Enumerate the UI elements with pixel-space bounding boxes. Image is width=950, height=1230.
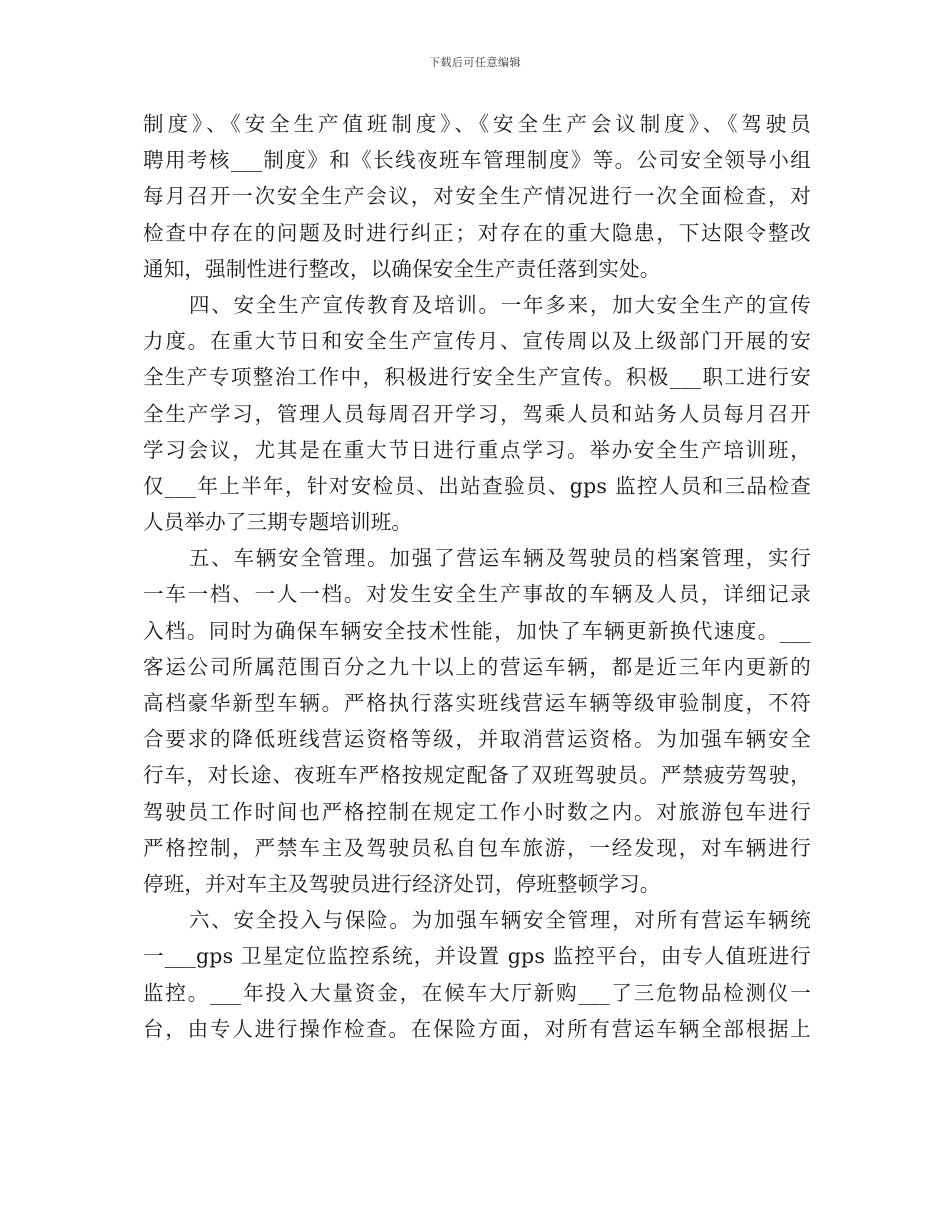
text-line: 行车，对长途、夜班车严格按规定配备了双班驾驶员。严禁疲劳驾驶，	[143, 763, 811, 788]
text-line: 严格控制，严禁车主及驾驶员私自包车旅游，一经发现，对车辆进行	[143, 835, 811, 860]
text-line: 力度。在重大节日和安全生产宣传月、宣传周以及上级部门开展的安	[143, 329, 811, 354]
text-line: 合要求的降低班线营运资格等级，并取消营运资格。为加强车辆安全	[143, 727, 811, 752]
text-line: 全生产专项整治工作中，积极进行安全生产宣传。积极___职工进行安	[143, 365, 811, 390]
text-line: 停班，并对车主及驾驶员进行经济处罚，停班整顿学习。	[143, 871, 661, 896]
text-line: 监控。___年投入大量资金，在候车大厅新购___了三危物品检测仪一	[143, 980, 811, 1005]
text-line: 一___gps 卫星定位监控系统，并设置 gps 监控平台，由专人值班进行	[143, 944, 811, 969]
text-line: 检查中存在的问题及时进行纠正；对存在的重大隐患，下达限令整改	[143, 220, 811, 245]
text-line: 驾驶员工作时间也严格控制在规定工作小时数之内。对旅游包车进行	[143, 799, 811, 824]
text-line: 五、车辆安全管理。加强了营运车辆及驾驶员的档案管理，实行	[189, 546, 811, 571]
text-line: 六、安全投入与保险。为加强车辆安全管理，对所有营运车辆统	[189, 908, 811, 933]
text-line: 学习会议，尤其是在重大节日进行重点学习。举办安全生产培训班，	[143, 437, 811, 462]
text-line: 人员举办了三期专题培训班。	[143, 510, 413, 535]
text-line: 通知，强制性进行整改，以确保安全生产责任落到实处。	[143, 256, 661, 281]
text-line: 全生产学习，管理人员每周召开学习，驾乘人员和站务人员每月召开	[143, 401, 811, 426]
text-line: 仅___年上半年，针对安检员、出站查验员、gps 监控人员和三品检查	[143, 473, 811, 498]
text-line: 高档豪华新型车辆。严格执行落实班线营运车辆等级审验制度，不符	[143, 691, 811, 715]
text-line: 四、安全生产宣传教育及培训。一年多来，加大安全生产的宣传	[189, 292, 811, 317]
document-body	[143, 106, 811, 1047]
text-line: 客运公司所属范围百分之九十以上的营运车辆，都是近三年内更新的	[143, 654, 811, 679]
text-line: 制度》、《安全生产值班制度》、《安全生产会议制度》、《驾驶员	[143, 112, 811, 136]
text-line: 入档。同时为确保车辆安全技术性能，加快了车辆更新换代速度。___	[143, 618, 811, 643]
text-line: 聘用考核___制度》和《长线夜班车管理制度》等。公司安全领导小组	[143, 148, 811, 173]
text-line: 台，由专人进行操作检查。在保险方面，对所有营运车辆全部根据上	[143, 1016, 811, 1041]
text-line: 一车一档、一人一档。对发生安全生产事故的车辆及人员，详细记录	[143, 582, 811, 607]
page-header: 下载后可任意编辑	[429, 56, 521, 69]
text-line: 每月召开一次安全生产会议，对安全生产情况进行一次全面检查，对	[143, 184, 811, 209]
